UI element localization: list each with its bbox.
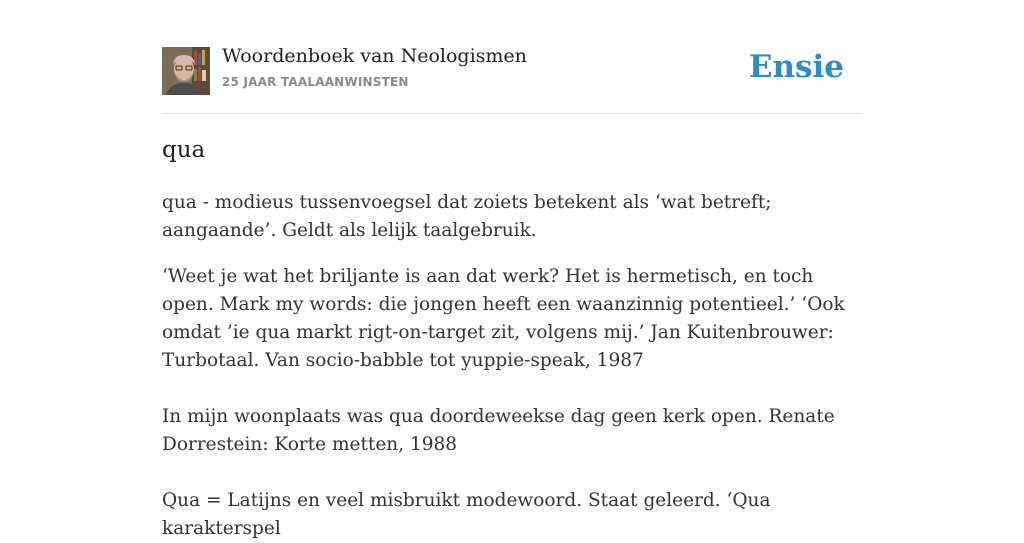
quote-2: In mijn woonplaats was qua doordeweekse dag geen kerk open. Renate Dorrestein: Korte metten, 1988: [162, 406, 835, 455]
author-photo-icon: [162, 47, 210, 95]
content-container: [162, 0, 862, 539]
avatar[interactable]: [162, 47, 210, 95]
entry-body: [162, 189, 862, 543]
site-header: [162, 0, 862, 114]
quote-1: ‘Weet je wat het briljante is aan dat werk? Het is hermetisch, en toch open. Mark my words: die jongen heeft een waanzinnig potentieel.’ ‘Ook omdat ’ie qua markt rigt-on-target zit, volgens mij.’ Jan Kuitenbrouwer: Turbotaal. Van socio-babble tot yuppie-speak, 1987: [162, 266, 845, 371]
entry-title: qua: [162, 137, 206, 163]
site-title[interactable]: Woordenboek van Neologismen: [222, 45, 527, 67]
site-subtitle: 25 JAAR TAALAANWINSTEN: [222, 75, 409, 89]
quote-block: [162, 263, 862, 543]
entry-definition: qua - modieus tussenvoegsel dat zoiets betekent als ‘wat betreft; aangaande’. Geldt als lelijk taalgebruik.: [162, 192, 772, 241]
spacer: [162, 375, 862, 403]
ensie-logo-link[interactable]: Ensie: [748, 49, 844, 85]
spacer: [162, 459, 862, 487]
quote-3: Qua = Latijns en veel misbruikt modewoord. Staat geleerd. ‘Qua karakterspel: [162, 490, 771, 539]
